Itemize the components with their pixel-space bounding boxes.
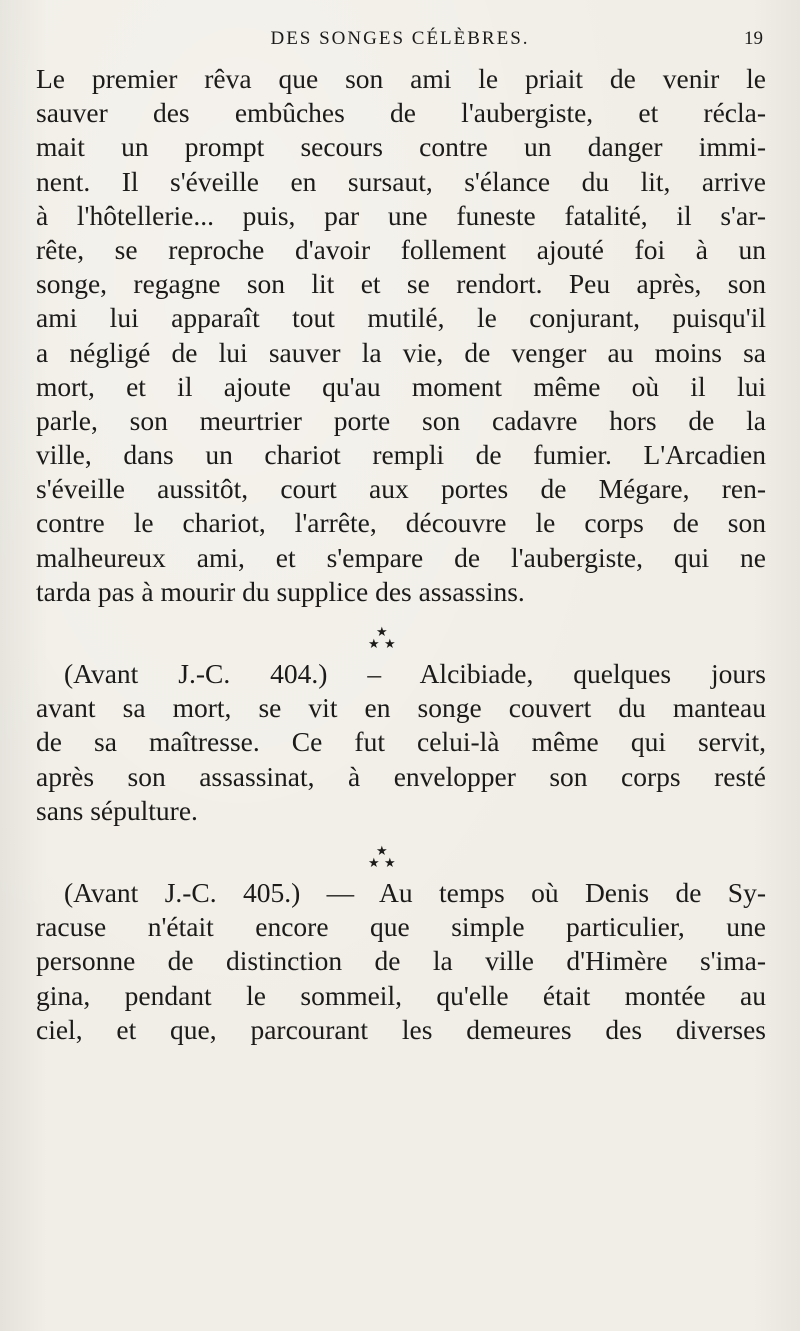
star-icon: ★ [368, 854, 380, 870]
text-line: à l'hôtellerie... puis, par une funeste fatalité, il s'ar- [36, 199, 766, 231]
star-icon: ★ [376, 842, 388, 858]
body-text [36, 62, 766, 1047]
text-line: racuse n'était encore que simple particulier, une [36, 911, 766, 943]
text-line: sauver des embûches de l'aubergiste, et récla- [36, 97, 766, 129]
text-line: avant sa mort, se vit en songe couvert du manteau [36, 692, 766, 724]
star-icon: ★ [384, 636, 396, 651]
text-line: mort, et il ajoute qu'au moment même où il lui [36, 370, 766, 402]
text-line: a négligé de lui sauver la vie, de venger au moins sa [36, 336, 766, 368]
text-line: tarda pas à mourir du supplice des assassins. [36, 575, 525, 607]
paragraph-1 [36, 62, 766, 609]
text-line: nent. Il s'éveille en sursaut, s'élance du lit, arrive [36, 165, 766, 197]
text-line: gina, pendant le sommeil, qu'elle était montée au [36, 979, 766, 1011]
text-line: sans sépulture. [36, 794, 198, 826]
text-line: songe, regagne son lit et se rendort. Peu après, son [36, 268, 766, 300]
text-line: de sa maîtresse. Ce fut celui-là même qui servit, [36, 726, 766, 758]
text-line: ville, dans un chariot rempli de fumier. L'Arcadien [36, 439, 766, 471]
star-icon: ★ [368, 636, 380, 651]
paragraph-2 [36, 657, 766, 828]
text-line: parle, son meurtrier porte son cadavre hors de la [36, 404, 766, 436]
text-line: s'éveille aussitôt, court aux portes de Mégare, ren- [36, 473, 766, 505]
asterism-separator [36, 828, 766, 876]
star-icon: ★ [384, 854, 396, 870]
text-line: (Avant J.-C. 405.) — Au temps où Denis de Sy- [64, 876, 766, 908]
text-line: ami lui apparaît tout mutilé, le conjurant, puisqu'il [36, 302, 766, 334]
text-line: contre le chariot, l'arrête, découvre le corps de son [36, 507, 766, 539]
text-line: rête, se reproche d'avoir follement ajouté foi à un [36, 233, 766, 265]
text-line: personne de distinction de la ville d'Himère s'ima- [36, 945, 766, 977]
text-line: ciel, et que, parcourant les demeures des diverses [36, 1013, 766, 1045]
text-line: (Avant J.-C. 404.) – Alcibiade, quelques jours [64, 658, 766, 689]
page-number: 19 [744, 28, 763, 49]
asterism-separator [36, 609, 766, 657]
text-line: mait un prompt secours contre un danger immi- [36, 131, 766, 163]
text-line: malheureux ami, et s'empare de l'aubergiste, qui ne [36, 541, 766, 573]
running-header [0, 28, 800, 58]
text-line: après son assassinat, à envelopper son corps resté [36, 760, 766, 792]
text-line: Le premier rêva que son ami le priait de venir le [36, 63, 766, 94]
running-title: DES SONGES CÉLÈBRES. [270, 28, 530, 49]
paragraph-3 [36, 876, 766, 1047]
star-icon: ★ [376, 624, 388, 639]
